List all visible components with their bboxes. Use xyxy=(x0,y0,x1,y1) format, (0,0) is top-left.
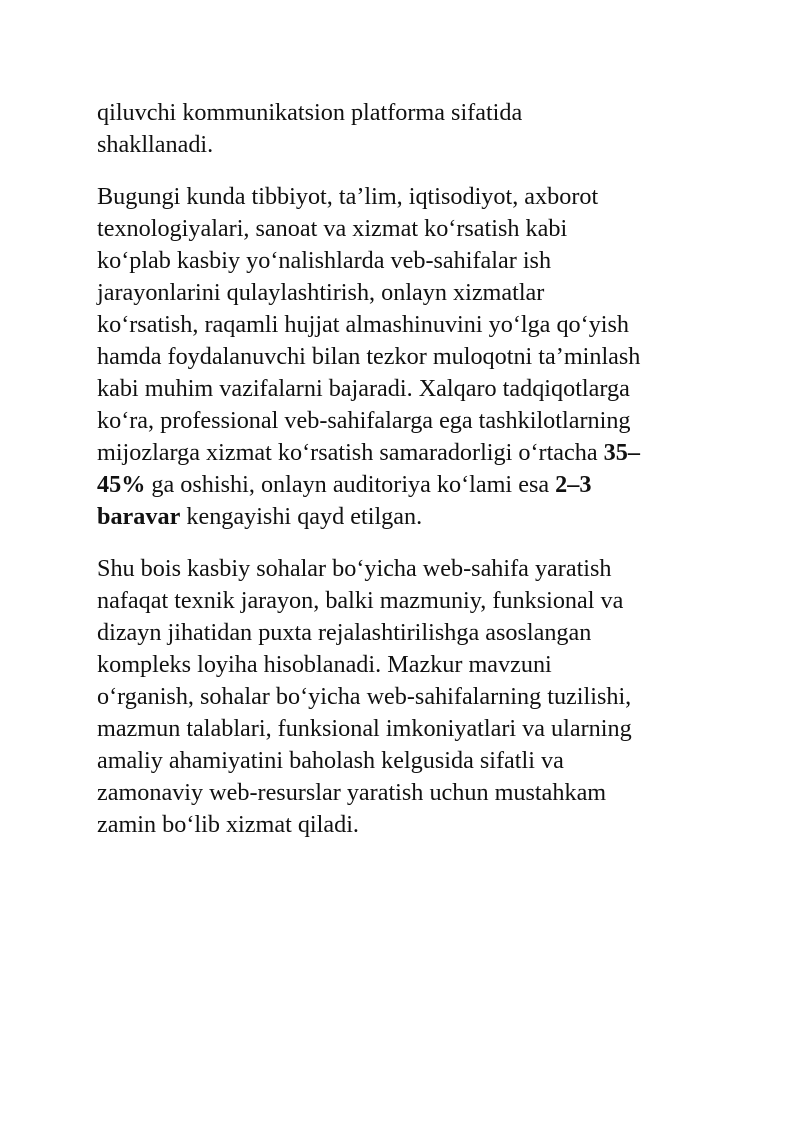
text-run: qiluvchi kommunikatsion platforma sifatida xyxy=(97,99,523,126)
text-run: texnologiyalari, sanoat va xizmat ko‘rsatish kabi xyxy=(97,215,568,242)
text-run: jarayonlarini qulaylashtirish, onlayn xizmatlar xyxy=(97,279,545,306)
text-run: hamda foydalanuvchi bilan tezkor muloqotni ta’minlash xyxy=(97,343,641,370)
text-run: zamin bo‘lib xizmat qiladi. xyxy=(97,811,359,838)
text-run: dizayn jihatidan puxta rejalashtirilishga asoslangan xyxy=(97,619,592,646)
text-run: amaliy ahamiyatini baholash kelgusida sifatli va xyxy=(97,747,564,774)
text-run: mazmun talablari, funksional imkoniyatlari va ularning xyxy=(97,715,632,742)
text-run: kompleks loyiha hisoblanadi. Mazkur mavzuni xyxy=(97,651,552,678)
text-run: Shu bois kasbiy sohalar bo‘yicha web-sahifa yaratish xyxy=(97,555,612,582)
bold-text-run: baravar xyxy=(97,503,181,530)
paragraph-2 xyxy=(97,181,709,533)
bold-text-run: 35– xyxy=(603,439,640,466)
bold-text-run: 2–3 xyxy=(555,471,592,498)
paragraph-1 xyxy=(97,97,709,161)
text-run: mijozlarga xizmat ko‘rsatish samaradorligi o‘rtacha xyxy=(97,439,604,466)
text-run: Bugungi kunda tibbiyot, ta’lim, iqtisodiyot, axborot xyxy=(97,183,599,210)
text-run: ko‘ra, professional veb-sahifalarga ega tashkilotlarning xyxy=(97,407,631,434)
text-run: ko‘rsatish, raqamli hujjat almashinuvini yo‘lga qo‘yish xyxy=(97,311,630,338)
text-run: ga oshishi, onlayn auditoriya ko‘lami esa xyxy=(145,471,556,498)
text-run: o‘rganish, sohalar bo‘yicha web-sahifalarning tuzilishi, xyxy=(97,683,632,710)
text-run: zamonaviy web-resurslar yaratish uchun mustahkam xyxy=(97,779,607,806)
bold-text-run: 45% xyxy=(97,471,146,498)
document-body xyxy=(97,97,709,861)
text-run: kengayishi qayd etilgan. xyxy=(180,503,423,530)
text-run: ko‘plab kasbiy yo‘nalishlarda veb-sahifalar ish xyxy=(97,247,552,274)
paragraph-3 xyxy=(97,553,709,841)
text-run: kabi muhim vazifalarni bajaradi. Xalqaro tadqiqotlarga xyxy=(97,375,630,402)
text-run: shakllanadi. xyxy=(97,131,214,158)
text-run: nafaqat texnik jarayon, balki mazmuniy, funksional va xyxy=(97,587,624,614)
